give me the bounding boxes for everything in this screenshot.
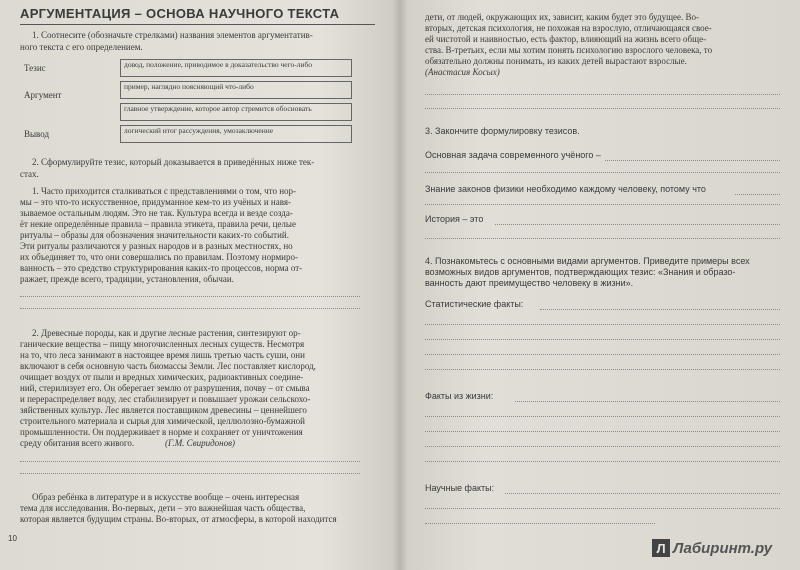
table-row — [20, 124, 355, 146]
text-2-author: (Г.М. Свиридонов) — [165, 438, 236, 448]
answer-line[interactable] — [425, 339, 780, 340]
text-2-line: среду обитания всего живого. — [20, 438, 135, 448]
text-2-line: на то, что леса занимают в настоящее время лишь третью часть суши, они — [20, 350, 305, 360]
task-4-line: ванность дают преимущество человеку в жизни». — [425, 278, 634, 288]
category-label: Научные факты: — [425, 483, 495, 493]
answer-line[interactable] — [425, 461, 780, 462]
text-1-line: мы – это что-то искусственное, придуманное кем-то из учёных и навя- — [20, 197, 291, 207]
definition-box: логический итог рассуждения, умозаключение — [120, 125, 352, 143]
task-1-line: 1. Соотнесите (обозначьте стрелками) названия элементов аргументатив- — [32, 30, 313, 40]
answer-line[interactable] — [515, 401, 780, 402]
continuation-line: ей чистотой и наивностью, есть фактор, влияющий на жизнь всего обще- — [425, 34, 707, 44]
text-3-line: Образ ребёнка в литературе и в искусстве вообще – очень интересная — [32, 492, 300, 502]
answer-line[interactable] — [425, 238, 780, 239]
table-row — [20, 58, 355, 80]
answer-line[interactable] — [425, 523, 655, 524]
text-1-line: ритуалы – образы для обозначения значительности каких-то событий. — [20, 230, 289, 240]
definition-box: пример, наглядно поясняющий что-либо — [120, 81, 352, 99]
task-2-line: стах. — [20, 169, 39, 179]
answer-line[interactable] — [505, 493, 780, 494]
answer-line[interactable] — [20, 308, 360, 309]
text-2-line: ганические вещества – пищу многочисленных лесных существ. Несмотря — [20, 339, 305, 349]
answer-line[interactable] — [425, 416, 780, 417]
page-title: АРГУМЕНТАЦИЯ – ОСНОВА НАУЧНОГО ТЕКСТА — [20, 6, 375, 25]
task-4-line: возможных видов аргументов, подтверждающих тезис: «Знания и образо- — [425, 267, 736, 277]
category-label: Факты из жизни: — [425, 391, 494, 401]
answer-line[interactable] — [605, 160, 780, 161]
answer-line[interactable] — [425, 94, 780, 95]
answer-line[interactable] — [540, 309, 780, 310]
thesis-prompt: Знание законов физики необходимо каждому человеку, потому что — [425, 184, 706, 194]
answer-line[interactable] — [425, 431, 780, 432]
continuation-line: дети, от людей, окружающих их, зависит, каким будет это будущее. Во- — [425, 12, 699, 22]
answer-line[interactable] — [425, 324, 780, 325]
answer-line[interactable] — [425, 508, 780, 509]
text-2-line: ний, стерилизует его. Он оберегает землю от разрушения, почву – от смыва — [20, 383, 310, 393]
task-2-line: 2. Сформулируйте тезис, который доказывается в приведённых ниже тек- — [32, 157, 315, 167]
answer-line[interactable] — [425, 446, 780, 447]
text-1-line: ражает, прежде всего, традиции, установления, обычаи. — [20, 274, 234, 284]
definition-box: главное утверждение, которое автор стремится обосновать — [120, 103, 352, 121]
text-2-line: промышленности. Он поддерживает в норме и сохраняет от уничтожения — [20, 427, 303, 437]
text-1-line: зываемое остальным людям. Это не так. Культура всегда и везде созда- — [20, 208, 293, 218]
answer-line[interactable] — [425, 354, 780, 355]
text-1-line: их объединяет то, что они совершались по правилам. Поэтому нормиро- — [20, 252, 298, 262]
definition-box: довод, положение, приводимое в доказательство чего-либо — [120, 59, 352, 77]
labirint-logo-icon: Л — [652, 539, 670, 557]
text-1-line: 1. Часто приходится сталкиваться с представлениями о том, что нор- — [32, 186, 297, 196]
task-3: 3. Закончите формулировку тезисов. — [425, 126, 580, 136]
text-1-line: ванность – это средство структурирования каких-то процессов, норма от- — [20, 263, 303, 273]
thesis-prompt: История – это — [425, 214, 484, 224]
continuation-author: (Анастасия Косых) — [425, 67, 500, 77]
task-1-line: ного текста с его определением. — [20, 42, 143, 52]
answer-line[interactable] — [20, 461, 360, 462]
page-number: 10 — [8, 534, 17, 543]
answer-line[interactable] — [425, 204, 780, 205]
matching-table — [20, 58, 355, 146]
answer-line[interactable] — [495, 224, 780, 225]
text-2-line: и перераспределяет воду, лес стабилизирует и повышает урожаи сельскохо- — [20, 394, 311, 404]
answer-line[interactable] — [425, 172, 780, 173]
text-2-line: очищает воздух от пыли и вредных химических, радиоактивных соедине- — [20, 372, 304, 382]
watermark-badge — [652, 537, 797, 559]
text-2-line: строительного материала и сырья для химической, целлюлозно-бумажной — [20, 416, 305, 426]
continuation-line: обязательно должны понимать, из каких детей вырастают взрослые. — [425, 56, 687, 66]
text-2-line: зяйственных культур. Лес является поставщиком древесины – ценнейшего — [20, 405, 307, 415]
answer-line[interactable] — [425, 369, 780, 370]
term-label: Аргумент — [24, 90, 62, 100]
right-page — [405, 0, 800, 570]
term-label: Тезис — [24, 63, 46, 73]
term-label: Вывод — [24, 129, 50, 139]
continuation-line: ства. В-третьих, если мы хотим понять психологию взрослого человека, то — [425, 45, 713, 55]
text-3-line: которая является будущим страны. Во-вторых, от атмосферы, в которой находится — [20, 514, 337, 524]
continuation-line: вторых, детская психология, не похожая на взрослую, отличающаяся свое- — [425, 23, 712, 33]
text-1-line: ёт некие определённые правила – правила этикета, правила речи, целые — [20, 219, 296, 229]
thesis-prompt: Основная задача современного учёного – — [425, 150, 601, 160]
text-2-line: включают в себя основную часть биомассы Земли. Лес поставляет кислород, — [20, 361, 316, 371]
watermark-text: Лабиринт.ру — [673, 539, 773, 557]
text-2-line: 2. Древесные породы, как и другие лесные растения, синтезируют ор- — [32, 328, 301, 338]
text-1-line: Эти ритуалы различаются у разных народов и в разных местностях, но — [20, 241, 293, 251]
answer-line[interactable] — [20, 473, 360, 474]
answer-line[interactable] — [20, 296, 360, 297]
left-page — [0, 0, 395, 570]
answer-line[interactable] — [425, 108, 780, 109]
table-row — [20, 102, 355, 124]
task-4-line: 4. Познакомьтесь с основными видами аргументов. Приведите примеры всех — [425, 256, 750, 266]
answer-line[interactable] — [735, 194, 780, 195]
category-label: Статистические факты: — [425, 299, 524, 309]
table-row — [20, 80, 355, 102]
text-3-line: тема для исследования. Во-первых, дети – это важнейшая часть общества, — [20, 503, 306, 513]
